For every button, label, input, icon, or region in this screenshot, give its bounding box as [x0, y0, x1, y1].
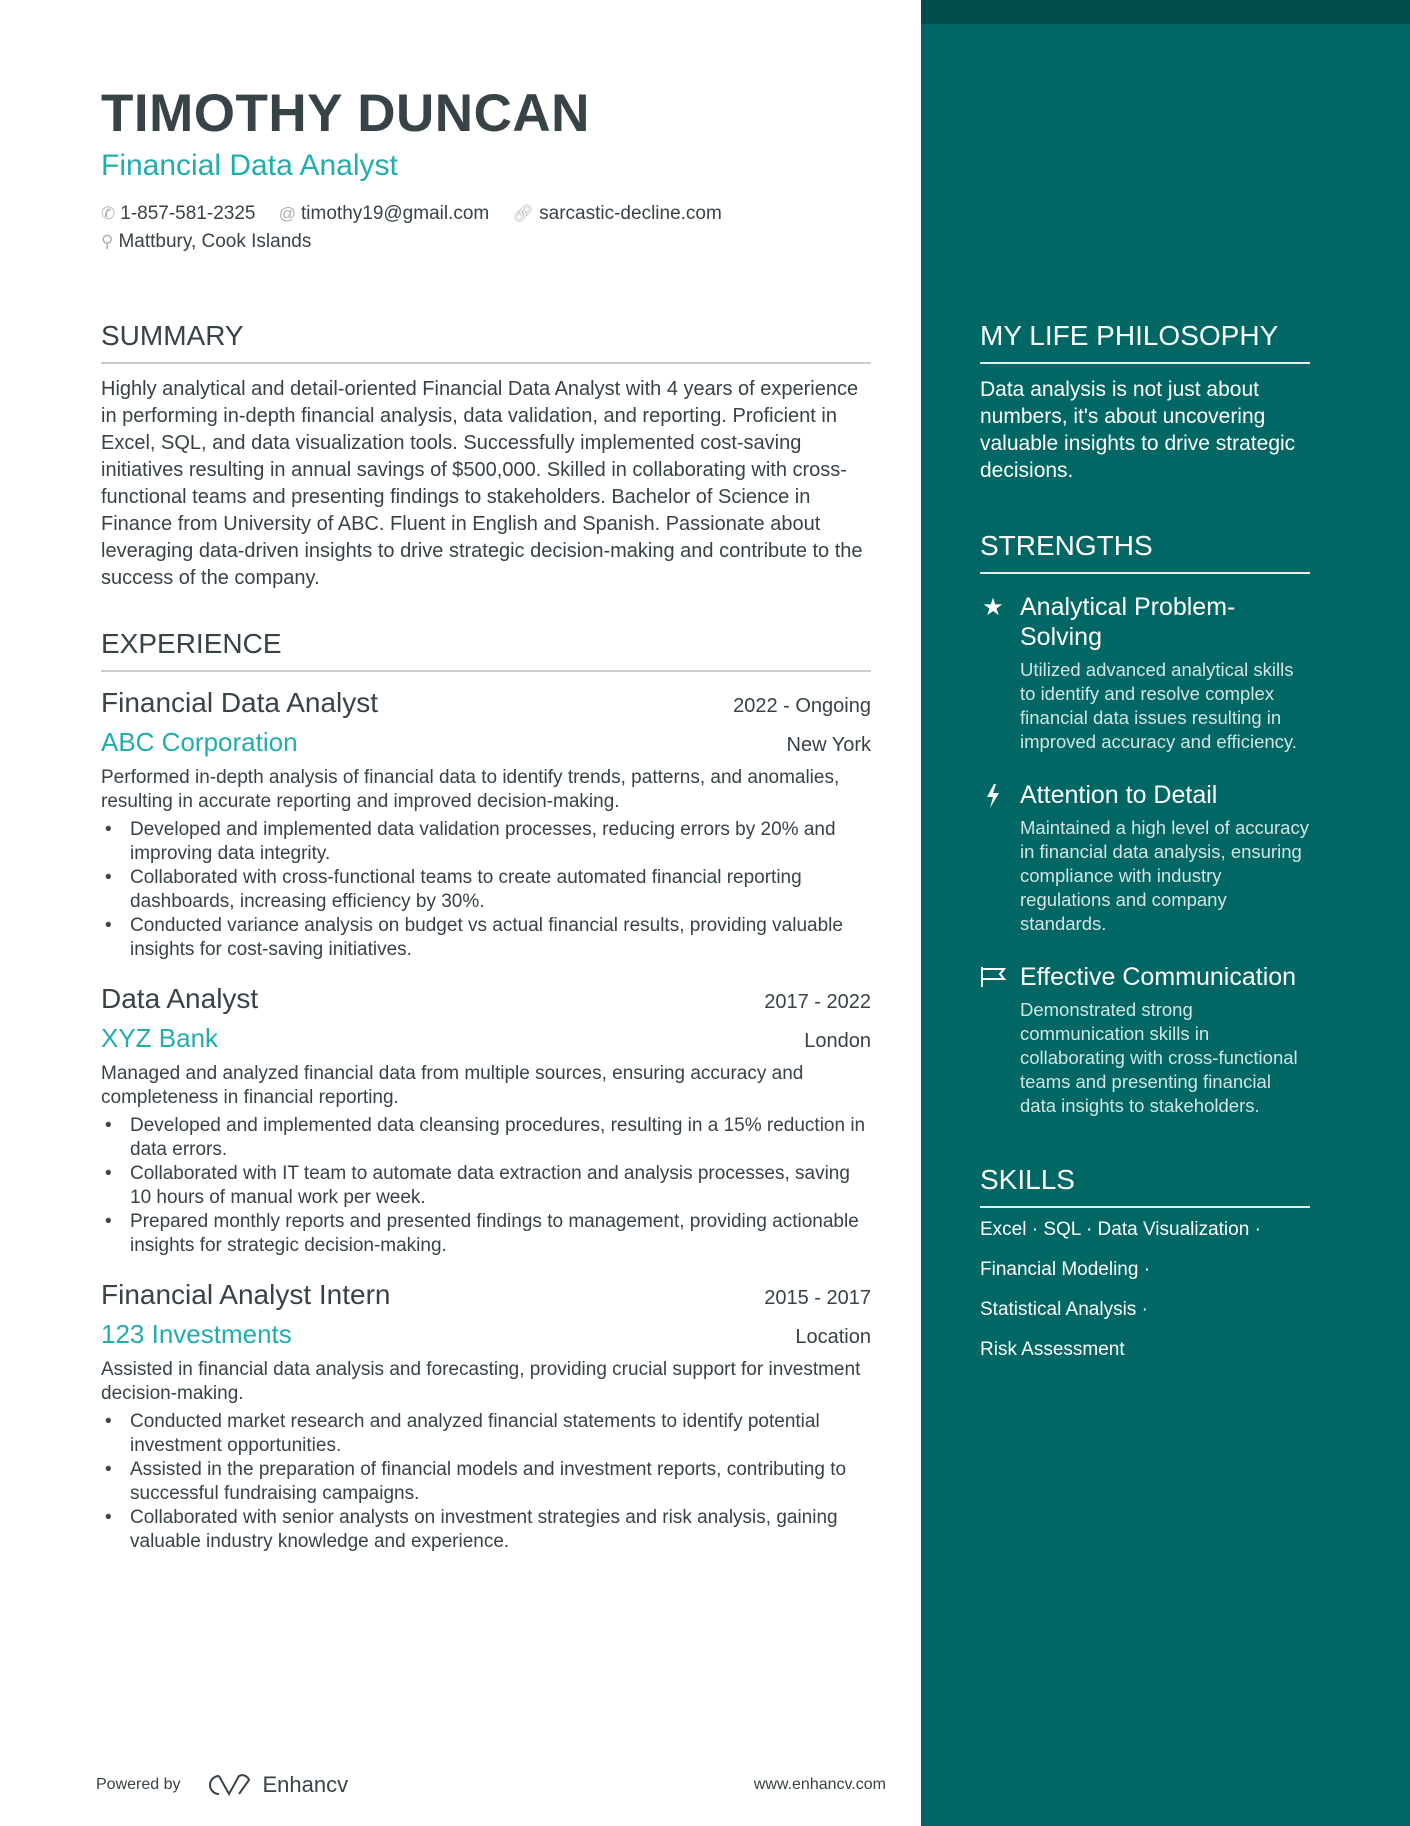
contact-phone	[101, 200, 255, 228]
job-title: Financial Analyst Intern	[101, 1279, 391, 1310]
job-bullet: • Assisted in the preparation of financial models and investment reports, contributing to successful fundraising campaigns.	[101, 1458, 871, 1506]
job-bullet: • Conducted variance analysis on budget vs actual financial results, providing valuable insights for cost-saving initiatives.	[101, 914, 871, 962]
link-icon: 🔗︎	[512, 204, 535, 223]
job-title: Data Analyst	[101, 983, 259, 1014]
job-location: New York	[786, 734, 871, 756]
enhancv-url[interactable]: www.enhancv.com	[753, 1776, 886, 1793]
email-text[interactable]: timothy19@gmail.com	[301, 203, 490, 224]
job-location: London	[804, 1030, 871, 1052]
job-bullet: • Conducted market research and analyzed financial statements to identify potential investment opportunities.	[101, 1410, 871, 1458]
job-bullet: • Collaborated with cross-functional teams to create automated financial reporting dashboards, increasing efficiency by 30%.	[101, 866, 871, 914]
job-bullet: • Collaborated with senior analysts on investment strategies and risk analysis, gaining valuable industry knowledge and experience.	[101, 1506, 871, 1554]
job-description: Managed and analyzed financial data from multiple sources, ensuring accuracy and completeness in financial reporting.	[101, 1063, 804, 1108]
contact-email[interactable]	[279, 200, 490, 228]
candidate-title: Financial Data Analyst	[101, 149, 398, 182]
job-dates: 2015 - 2017	[764, 1287, 871, 1309]
phone-text: 1-857-581-2325	[120, 203, 256, 224]
company-name: XYZ Bank	[101, 1023, 219, 1053]
section-heading: SUMMARY	[101, 318, 871, 364]
job-entry	[101, 982, 871, 1258]
strength-item	[980, 962, 1310, 1118]
footer	[96, 1742, 886, 1798]
enhancv-logo[interactable]	[205, 1772, 349, 1798]
location-text: Mattbury, Cook Islands	[118, 231, 312, 252]
star-icon: ★	[982, 594, 1004, 621]
company-name: ABC Corporation	[101, 727, 298, 757]
job-bullet: • Collaborated with IT team to automate data extraction and analysis processes, saving 10 hours of manual work per week.	[101, 1162, 871, 1210]
strength-item	[980, 592, 1310, 754]
skill-row: Risk Assessment	[980, 1339, 1125, 1360]
phone-icon: ✆	[101, 204, 116, 223]
strengths-section	[980, 528, 1310, 1118]
job-entry	[101, 686, 871, 962]
summary-text: Highly analytical and detail-oriented Financial Data Analyst with 4 years of experience in performing in-depth financial analysis, data validation, and reporting. Proficient in Excel, SQL, and data visualization tools. Successfully implemented cost-saving initiatives resulting in annual savings of $500,000. Skilled in collaborating with cross-functional teams and presenting findings to stakeholders. Bachelor of Science in Finance from University of ABC. Fluent in English and Spanish. Passionate about leveraging data-driven insights to drive strategic decision-making and contribute to the success of the company.	[101, 378, 863, 589]
website-text[interactable]: sarcastic-decline.com	[539, 203, 722, 224]
summary-section	[101, 318, 871, 592]
bolt-icon	[980, 783, 1006, 809]
job-location: Location	[795, 1326, 871, 1348]
skills-section	[980, 1162, 1310, 1370]
main-column	[96, 318, 886, 1798]
section-heading: EXPERIENCE	[101, 626, 871, 672]
job-bullet: • Developed and implemented data cleansing procedures, resulting in a 15% reduction in data errors.	[101, 1114, 871, 1162]
strength-item	[980, 780, 1310, 936]
powered-by-label: Powered by	[96, 1776, 181, 1793]
philosophy-section	[980, 318, 1310, 484]
contact-website[interactable]	[513, 200, 722, 228]
strength-title: Attention to Detail	[1020, 781, 1218, 809]
section-heading: SKILLS	[980, 1162, 1310, 1208]
candidate-name: TIMOTHY DUNCAN	[101, 84, 590, 143]
philosophy-text: Data analysis is not just about numbers, it's about uncovering valuable insights to drive strategic decisions.	[980, 378, 1296, 482]
enhancv-logo-icon	[205, 1772, 253, 1798]
strength-description: Utilized advanced analytical skills to identify and resolve complex financial data issues resulting in improved accuracy and efficiency.	[1020, 659, 1297, 752]
company-name: 123 Investments	[101, 1319, 292, 1349]
strength-description: Maintained a high level of accuracy in financial data analysis, ensuring compliance with industry regulations and company standards.	[1020, 817, 1309, 934]
sidebar-column	[980, 318, 1310, 1370]
contact-info	[101, 200, 881, 256]
experience-section	[101, 626, 871, 1554]
strength-title: Effective Communication	[1020, 963, 1297, 991]
sidebar-top-band	[921, 0, 1410, 24]
strength-description: Demonstrated strong communication skills in collaborating with cross-functional teams and presenting financial data insights to stakeholders.	[1020, 999, 1298, 1116]
skill-row: Excel · SQL · Data Visualization ·	[980, 1219, 1261, 1240]
job-dates: 2022 - Ongoing	[733, 695, 871, 717]
flag-icon	[980, 965, 1006, 991]
job-bullet: • Prepared monthly reports and presented findings to management, providing actionable insights for strategic decision-making.	[101, 1210, 871, 1258]
section-heading: STRENGTHS	[980, 528, 1310, 574]
job-description: Performed in-depth analysis of financial data to identify trends, patterns, and anomalies, resulting in accurate reporting and improved decision-making.	[101, 767, 840, 812]
job-description: Assisted in financial data analysis and forecasting, providing crucial support for investment decision-making.	[101, 1359, 861, 1404]
section-heading: MY LIFE PHILOSOPHY	[980, 318, 1310, 364]
job-entry	[101, 1278, 871, 1554]
job-title: Financial Data Analyst	[101, 687, 379, 718]
at-icon: @	[278, 204, 297, 223]
skill-row: Statistical Analysis ·	[980, 1299, 1148, 1320]
location-pin-icon: ⚲	[101, 232, 114, 251]
strength-title: Analytical Problem-Solving	[1020, 593, 1236, 651]
job-dates: 2017 - 2022	[764, 991, 871, 1013]
contact-location	[101, 228, 311, 256]
skill-row: Financial Modeling ·	[980, 1259, 1151, 1280]
job-bullet: • Developed and implemented data validation processes, reducing errors by 20% and improving data integrity.	[101, 818, 871, 866]
enhancv-brand: Enhancv	[262, 1772, 349, 1797]
